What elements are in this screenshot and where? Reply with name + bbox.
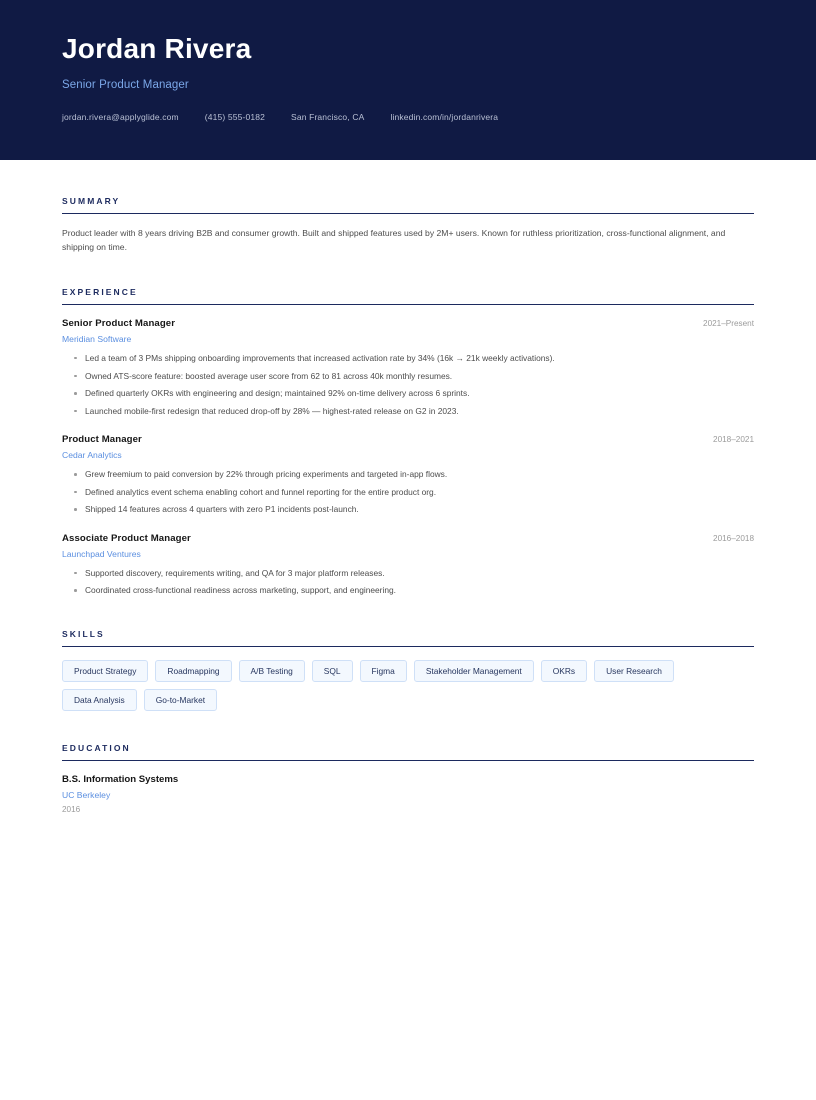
skills-list [62, 660, 754, 712]
job-bullets [62, 468, 754, 516]
skill-chip[interactable]: User Research [594, 660, 674, 682]
skill-chip[interactable]: A/B Testing [239, 660, 305, 682]
job-bullet: Grew freemium to paid conversion by 22% through pricing experiments and targeted in-app flows. [62, 468, 754, 480]
contact-location: San Francisco, CA [291, 111, 365, 122]
job-dates: 2021–Present [703, 318, 754, 328]
education-degree: B.S. Information Systems [62, 774, 179, 786]
resume-content [0, 196, 816, 814]
skill-chip[interactable]: Stakeholder Management [414, 660, 534, 682]
job-bullets [62, 567, 754, 597]
job-role: Associate Product Manager [62, 532, 191, 544]
job-company[interactable]: Cedar Analytics [62, 450, 122, 461]
contact-list [62, 112, 754, 122]
education-body [62, 761, 754, 814]
job-company[interactable]: Meridian Software [62, 333, 132, 344]
job-bullet: Led a team of 3 PMs shipping onboarding improvements that increased activation rate by 34% (16k → 21k weekly activations). [62, 352, 754, 364]
experience-body [62, 305, 754, 597]
skill-chip[interactable]: SQL [312, 660, 353, 682]
education-entry [62, 774, 754, 814]
section-heading-skills: SKILLS [62, 629, 754, 647]
experience-entry [62, 533, 754, 597]
candidate-name: Jordan Rivera [62, 33, 252, 64]
candidate-title: Senior Product Manager [62, 78, 189, 91]
experience-entry [62, 318, 754, 417]
job-bullet: Supported discovery, requirements writing, and QA for 3 major platform releases. [62, 567, 754, 579]
contact-phone[interactable]: (415) 555-0182 [204, 111, 266, 122]
section-education [62, 743, 754, 814]
resume-header [0, 0, 816, 160]
job-role: Product Manager [62, 434, 142, 446]
skill-chip[interactable]: Go-to-Market [144, 689, 217, 711]
education-school[interactable]: UC Berkeley [62, 790, 111, 801]
section-heading-experience: EXPERIENCE [62, 287, 754, 305]
skills-body [62, 647, 754, 712]
education-year: 2016 [62, 805, 81, 815]
job-role: Senior Product Manager [62, 317, 176, 329]
job-bullet: Defined analytics event schema enabling cohort and funnel reporting for the entire product org. [62, 486, 754, 498]
section-heading-education: EDUCATION [62, 743, 754, 761]
section-heading-summary: SUMMARY [62, 196, 754, 214]
job-bullet: Owned ATS-score feature: boosted average user score from 62 to 81 across 40k monthly resumes. [62, 370, 754, 382]
summary-text: Product leader with 8 years driving B2B and consumer growth. Built and shipped features used by 2M+ users. Known for ruthless prioritization, cross-functional alignment, and shipping on time. [62, 228, 726, 252]
contact-linkedin[interactable]: linkedin.com/in/jordanrivera [390, 111, 499, 122]
skill-chip[interactable]: Roadmapping [155, 660, 231, 682]
skill-chip[interactable]: OKRs [541, 660, 587, 682]
job-bullet: Launched mobile-first redesign that reduced drop-off by 28% — highest-rated release on G2 in 2023. [62, 405, 754, 417]
job-dates: 2016–2018 [713, 533, 754, 543]
skill-chip[interactable]: Data Analysis [62, 689, 137, 711]
experience-entry [62, 434, 754, 516]
job-dates: 2018–2021 [713, 435, 754, 445]
experience-entry-header [62, 434, 754, 445]
skill-chip[interactable]: Figma [360, 660, 407, 682]
job-company[interactable]: Launchpad Ventures [62, 548, 141, 559]
section-experience [62, 287, 754, 597]
contact-email[interactable]: jordan.rivera@applyglide.com [62, 111, 179, 122]
job-bullet: Shipped 14 features across 4 quarters with zero P1 incidents post-launch. [62, 503, 754, 515]
section-skills [62, 629, 754, 712]
job-bullet: Defined quarterly OKRs with engineering and design; maintained 92% on-time delivery across 6 sprints. [62, 387, 754, 399]
experience-entry-header [62, 318, 754, 329]
job-bullets [62, 352, 754, 417]
section-summary [62, 196, 754, 255]
experience-entry-header [62, 533, 754, 544]
skill-chip[interactable]: Product Strategy [62, 660, 148, 682]
summary-body [62, 214, 754, 255]
job-bullet: Coordinated cross-functional readiness across marketing, support, and engineering. [62, 584, 754, 596]
